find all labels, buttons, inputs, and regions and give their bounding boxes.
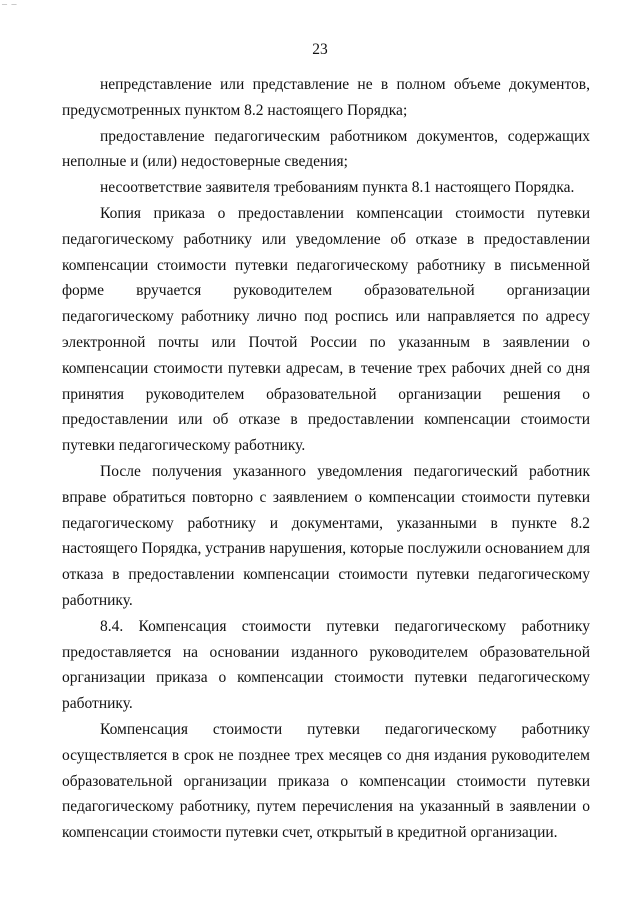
paragraph-order-notification-delivery: Копия приказа о предоставлении компенсации стоимости путевки педагогическому работнику или уведомление об отказе в предоставлении компенсации стоимости путевки педагогическому работнику в письменной форме вручается руководителем образовательной организации педагогическому работнику лично под роспись или направляется по адресу электронной почты или Почтой России по указанным в заявлении о компенсации стоимости путевки адресам, в течение трех рабочих дней со дня принятия руководителем образовательной организации решения о предоставлении или об отказе в предоставлении компенсации стоимости путевки педагогическому работнику.	[62, 204, 590, 455]
paragraph-section-8-4: 8.4. Компенсация стоимости путевки педагогическому работнику предоставляется на основании изданного руководителем образовательной организации приказа о компенсации стоимости путевки педагогическому работнику.	[62, 617, 590, 713]
corner-scan-mark: – –	[2, 0, 18, 10]
page-number: 23	[312, 41, 328, 58]
paragraph-condition-false-information: предоставление педагогическим работником документов, содержащих неполные и (или) недостоверные сведения;	[62, 127, 590, 171]
paragraph-condition-nonconformity: несоответствие заявителя требованиям пункта 8.1 настоящего Порядка.	[100, 179, 575, 197]
paragraph-payment-terms: Компенсация стоимости путевки педагогическому работнику осуществляется в срок не позднее трех месяцев со дня издания руководителем образовательной организации приказа о компенсации стоимости путевки педагогическому работнику, путем перечисления на указанный в заявлении о компенсации стоимости путевки счет, открытый в кредитной организации.	[62, 720, 590, 842]
document-body	[62, 72, 590, 846]
paragraph-condition-incomplete-documents: непредставление или представление не в полном объеме документов, предусмотренных пунктом 8.2 настоящего Порядка;	[62, 76, 590, 119]
paragraph-repeat-application: После получения указанного уведомления педагогический работник вправе обратиться повторно с заявлением о компенсации стоимости путевки педагогическому работнику и документами, указанными в пункте 8.2 настоящего Порядка, устранив нарушения, которые послужили основанием для отказа в предоставлении компенсации стоимости путевки педагогическому работнику.	[62, 462, 590, 609]
